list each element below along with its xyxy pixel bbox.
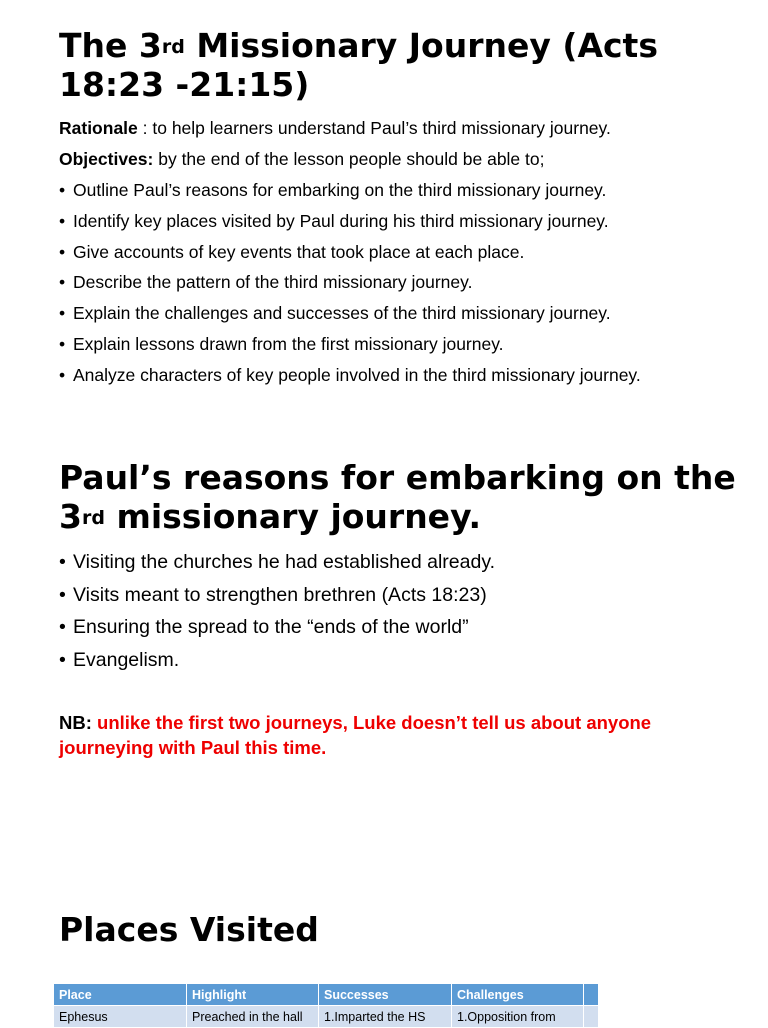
table-cell: Preached in the hall xyxy=(187,1006,319,1028)
rationale-label: Rationale xyxy=(59,118,138,138)
nb-text: unlike the first two journeys, Luke doesn’t tell us about anyone journeying with Paul this time. xyxy=(59,712,652,758)
table-row xyxy=(54,1006,599,1028)
objective-item: • Analyze characters of key people involved in the third missionary journey. xyxy=(59,360,641,391)
slide2-title-superscript: rd xyxy=(81,507,105,529)
objectives-line xyxy=(59,144,545,175)
slide2-title xyxy=(59,458,739,536)
reason-item: • Visits meant to strengthen brethren (Acts 18:23) xyxy=(59,579,495,612)
nb-label: NB: xyxy=(59,712,92,733)
table-header-challenges: Challenges xyxy=(452,984,584,1006)
table-header-row xyxy=(54,984,599,1006)
objectives-label: Objectives: xyxy=(59,149,154,169)
table-header-extra xyxy=(584,984,599,1006)
slide2-title-part1: Paul’s reasons for embarking on the 3 xyxy=(59,458,736,536)
slide1-title-part1: The 3 xyxy=(59,26,162,65)
slide2-title-part2: missionary journey. xyxy=(104,497,482,536)
table-cell: 1.Opposition from xyxy=(452,1006,584,1028)
places-table xyxy=(53,983,599,1028)
slide3-title: Places Visited xyxy=(59,910,319,949)
reason-item: • Ensuring the spread to the “ends of the world” xyxy=(59,611,495,644)
reason-item: • Visiting the churches he had established already. xyxy=(59,546,495,579)
table-header-successes: Successes xyxy=(319,984,452,1006)
objective-item: • Explain lessons drawn from the first missionary journey. xyxy=(59,329,641,360)
table-header-highlight: Highlight xyxy=(187,984,319,1006)
slide1-title xyxy=(59,26,739,104)
slide1-title-superscript: rd xyxy=(161,36,185,58)
table-header-place: Place xyxy=(54,984,187,1006)
table-cell: Ephesus xyxy=(54,1006,187,1028)
rationale-line xyxy=(59,113,611,144)
objective-item: • Outline Paul’s reasons for embarking on the third missionary journey. xyxy=(59,175,641,206)
objective-item: • Give accounts of key events that took place at each place. xyxy=(59,237,641,268)
objective-item: • Describe the pattern of the third missionary journey. xyxy=(59,267,641,298)
objectives-text: by the end of the lesson people should be able to; xyxy=(153,149,545,169)
table-cell xyxy=(584,1006,599,1028)
nb-note xyxy=(59,710,739,760)
objectives-list xyxy=(59,175,641,391)
slide1-title-part2: Missionary Journey (Acts 18:23 -21:15) xyxy=(59,26,658,104)
objective-item: • Identify key places visited by Paul during his third missionary journey. xyxy=(59,206,641,237)
table-cell: 1.Imparted the HS xyxy=(319,1006,452,1028)
reason-item: • Evangelism. xyxy=(59,644,495,677)
rationale-text: : to help learners understand Paul’s third missionary journey. xyxy=(137,118,611,138)
reasons-list xyxy=(59,546,495,676)
objective-item: • Explain the challenges and successes of the third missionary journey. xyxy=(59,298,641,329)
